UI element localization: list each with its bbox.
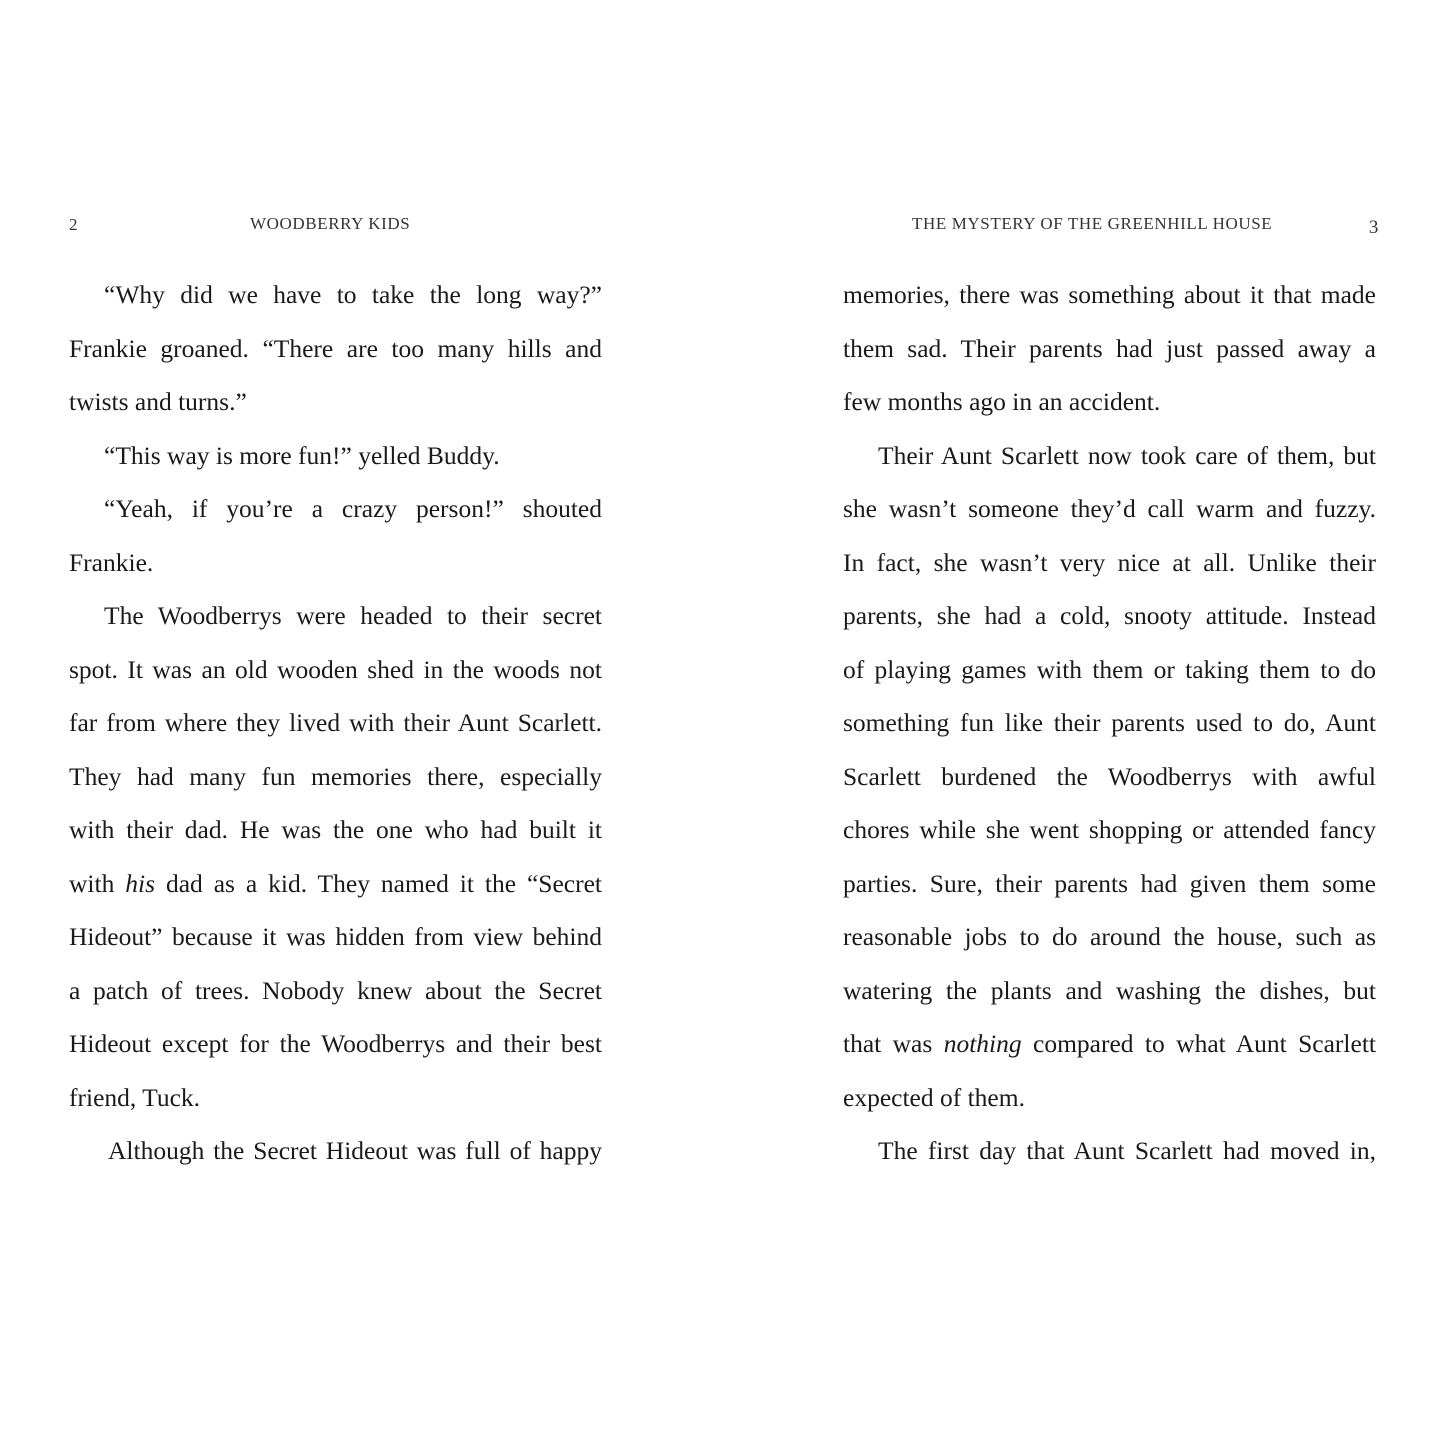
text-line: The Woodberrys were headed to their secret [104, 601, 602, 630]
text-line: Their Aunt Scarlett now took care of them, but [878, 440, 1376, 470]
left-page [69, 0, 602, 1445]
text-line: parties. Sure, their parents had given them some [843, 868, 1376, 898]
text-line: Although the Secret Hideout was full of happy [108, 1136, 602, 1165]
text-line: “Yeah, if you’re a crazy person!” shouted [104, 494, 602, 523]
text-line: few months ago in an accident. [843, 387, 1161, 416]
right-body-text [843, 268, 1376, 1178]
text-line: memories, there was something about it that made [843, 280, 1376, 309]
right-running-title: THE MYSTERY OF THE GREENHILL HOUSE [912, 214, 1273, 233]
left-running-head [69, 212, 602, 236]
text-line: Hideout except for the Woodberrys and their best [69, 1029, 602, 1058]
text-run: dad as a kid. They named it the “Secret [155, 868, 602, 898]
text-line: In fact, she wasn’t very nice at all. Unlike their [843, 547, 1376, 577]
left-body-text [69, 268, 602, 1178]
text-line: spot. It was an old wooden shed in the woods not [69, 654, 602, 684]
text-run: that was [843, 1029, 944, 1058]
text-run: compared to what Aunt Scarlett [1021, 1029, 1376, 1058]
text-line: Hideout” because it was hidden from view behind [69, 922, 602, 951]
text-line: twists and turns.” [69, 387, 247, 416]
text-line: reasonable jobs to do around the house, such as [843, 922, 1376, 951]
text-line: chores while she went shopping or attended fancy [843, 815, 1376, 844]
text-line: of playing games with them or taking them to do [843, 654, 1376, 684]
text-line [69, 857, 602, 911]
text-line: a patch of trees. Nobody knew about the Secret [69, 975, 602, 1005]
right-running-head [843, 212, 1379, 238]
right-page-number: 3 [1368, 217, 1379, 238]
text-line: watering the plants and washing the dishes, but [843, 975, 1376, 1005]
text-line: “This way is more fun!” yelled Buddy. [104, 440, 500, 470]
left-running-title: WOODBERRY KIDS [250, 214, 411, 233]
text-line [843, 1017, 1376, 1071]
text-line: “Why did we have to take the long way?” [104, 280, 602, 309]
text-line: with their dad. He was the one who had built it [69, 815, 602, 844]
text-line: They had many fun memories there, especially [69, 761, 602, 791]
text-run: with [69, 868, 126, 898]
text-line: something fun like their parents used to do, Aunt [843, 708, 1376, 737]
right-page [843, 0, 1379, 1445]
text-line: Frankie. [69, 547, 154, 577]
italic-emphasis: his [125, 868, 156, 898]
text-line: Scarlett burdened the Woodberrys with awful [843, 761, 1376, 791]
left-page-number: 2 [69, 215, 79, 234]
text-line: parents, she had a cold, snooty attitude. Instead [843, 601, 1376, 630]
italic-emphasis: nothing [943, 1029, 1022, 1058]
text-line: expected of them. [843, 1082, 1025, 1112]
text-line: she wasn’t someone they’d call warm and fuzzy. [843, 494, 1376, 523]
text-line: them sad. Their parents had just passed away a [843, 333, 1376, 363]
text-line: The first day that Aunt Scarlett had moved in, [878, 1136, 1376, 1165]
text-line: far from where they lived with their Aunt Scarlett. [69, 708, 602, 737]
text-line: friend, Tuck. [69, 1082, 201, 1112]
text-line: Frankie groaned. “There are too many hills and [69, 333, 602, 363]
